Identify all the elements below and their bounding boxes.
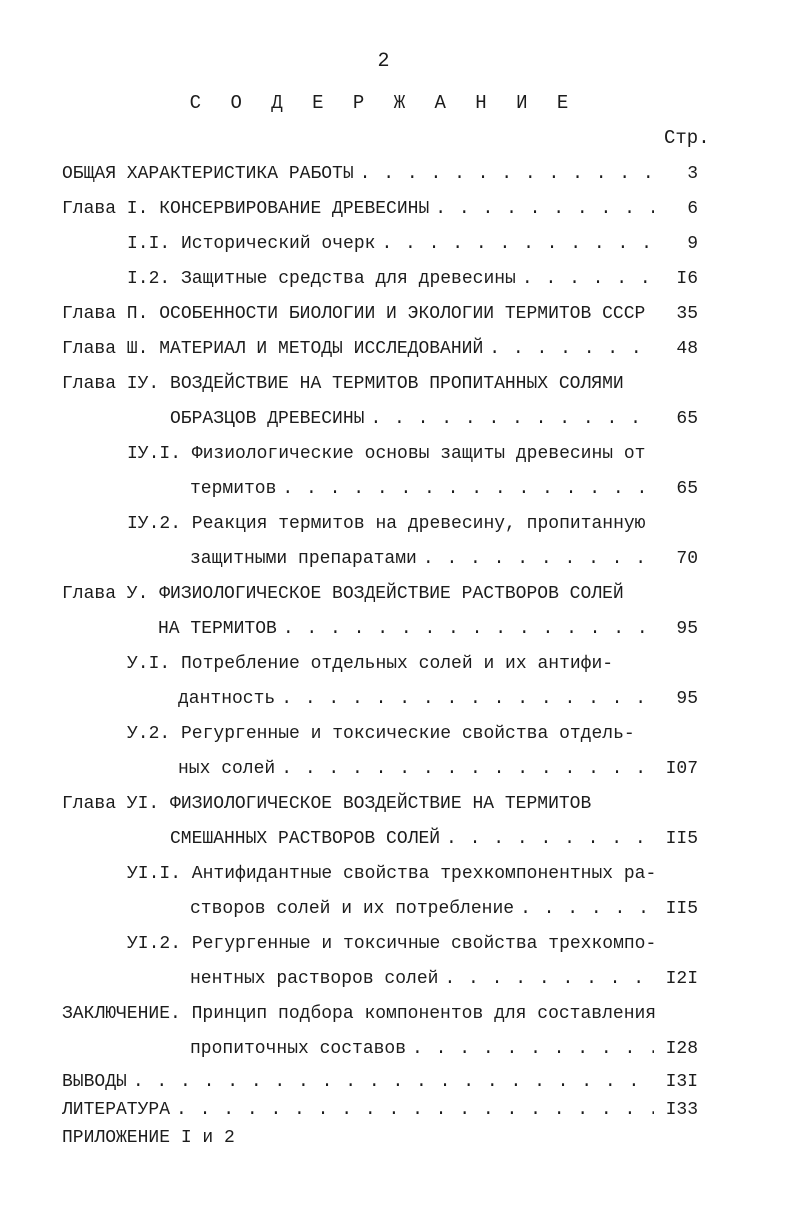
toc-entry-line: У.2. Регургенные и токсические свойства отдель- xyxy=(127,724,635,744)
toc-entry xyxy=(178,688,698,710)
toc-entry xyxy=(158,618,698,640)
toc-entry xyxy=(62,1099,698,1121)
toc-entry-page: 65 xyxy=(676,479,698,499)
toc-entry-page: 9 xyxy=(687,234,698,254)
toc-entry-line: УI.I. Антифидантные свойства трехкомпонентных ра- xyxy=(127,864,657,884)
dot-leader xyxy=(522,268,654,290)
dot-leader xyxy=(381,233,654,255)
toc-entry xyxy=(190,548,698,570)
toc-entry xyxy=(170,828,698,850)
toc-entry-page: 65 xyxy=(676,409,698,429)
dot-leader xyxy=(282,478,654,500)
toc-entry-page: I3I xyxy=(665,1072,698,1092)
dot-leader xyxy=(176,1099,654,1121)
toc-entry-line: IУ.2. Реакция термитов на древесину, пропитанную xyxy=(127,514,646,534)
toc-entry-page: I33 xyxy=(665,1100,698,1120)
toc-entry-page: 48 xyxy=(676,339,698,359)
toc-entry-line: IУ.I. Физиологические основы защиты древесины от xyxy=(127,444,646,464)
toc-entry-label: дантность xyxy=(178,689,276,709)
toc-entry-page: I28 xyxy=(665,1039,698,1059)
toc-entry xyxy=(190,898,698,920)
toc-entry-label: Глава I. КОНСЕРВИРОВАНИЕ ДРЕВЕСИНЫ xyxy=(62,199,430,219)
dot-leader xyxy=(370,408,654,430)
dot-leader xyxy=(520,898,654,920)
toc-entry-page: I2I xyxy=(665,969,698,989)
toc-entry-line: Глава У. ФИЗИОЛОГИЧЕСКОЕ ВОЗДЕЙСТВИЕ РАСТВОРОВ СОЛЕЙ xyxy=(62,584,624,604)
toc-entry xyxy=(62,163,698,185)
toc-entry-label: I.2. Защитные средства для древесины xyxy=(127,269,516,289)
toc-entry-label: термитов xyxy=(190,479,277,499)
toc-entry xyxy=(127,268,698,290)
toc-entry-line: Глава УI. ФИЗИОЛОГИЧЕСКОЕ ВОЗДЕЙСТВИЕ НА ТЕРМИТОВ xyxy=(62,794,592,814)
dot-leader xyxy=(446,828,654,850)
toc-entry-line: ЗАКЛЮЧЕНИЕ. Принцип подбора компонентов для составления xyxy=(62,1004,657,1024)
dot-leader xyxy=(435,198,654,220)
toc-entry xyxy=(190,478,698,500)
dot-leader xyxy=(423,548,654,570)
page-number: 2 xyxy=(377,50,390,73)
dot-leader xyxy=(489,338,654,360)
toc-entry xyxy=(190,1038,698,1060)
toc-entry-page: I07 xyxy=(665,759,698,779)
toc-entry-page: I6 xyxy=(676,269,698,289)
dot-leader xyxy=(133,1071,654,1093)
toc-entry-label: Глава П. ОСОБЕННОСТИ БИОЛОГИИ И ЭКОЛОГИИ ТЕРМИТОВ СССР xyxy=(62,304,646,324)
toc-entry-page: 35 xyxy=(676,304,698,324)
toc-entry-label: ОБРАЗЦОВ ДРЕВЕСИНЫ xyxy=(170,409,365,429)
toc-entry-page: II5 xyxy=(665,829,698,849)
dot-leader xyxy=(281,688,654,710)
page-column-label: Стр. xyxy=(664,127,710,149)
dot-leader xyxy=(281,758,654,780)
toc-title: С О Д Е Р Ж А Н И Е xyxy=(189,92,578,114)
toc-entry-label: СМЕШАННЫХ РАСТВОРОВ СОЛЕЙ xyxy=(170,829,441,849)
toc-entry-label: защитными препаратами xyxy=(190,549,417,569)
toc-entry xyxy=(62,303,698,325)
dot-leader xyxy=(651,303,654,325)
toc-entry-line: Глава IУ. ВОЗДЕЙСТВИЕ НА ТЕРМИТОВ ПРОПИТАННЫХ СОЛЯМИ xyxy=(62,374,624,394)
toc-entry-page: 6 xyxy=(687,199,698,219)
toc-entry-page: II5 xyxy=(665,899,698,919)
toc-entry-label: створов солей и их потребление xyxy=(190,899,515,919)
toc-entry-page: 70 xyxy=(676,549,698,569)
toc-entry-label: I.I. Исторический очерк xyxy=(127,234,376,254)
dot-leader xyxy=(444,968,654,990)
toc-entry-label: ных солей xyxy=(178,759,276,779)
toc-entry-label: пропиточных составов xyxy=(190,1039,407,1059)
toc-entry-page: 95 xyxy=(676,619,698,639)
toc-entry xyxy=(178,758,698,780)
toc-entry xyxy=(62,198,698,220)
toc-entry-label: Глава Ш. МАТЕРИАЛ И МЕТОДЫ ИССЛЕДОВАНИЙ xyxy=(62,339,484,359)
toc-entry xyxy=(190,968,698,990)
toc-entry-label: ВЫВОДЫ xyxy=(62,1072,127,1092)
dot-leader xyxy=(283,618,654,640)
toc-entry-page: 3 xyxy=(687,164,698,184)
toc-entry xyxy=(170,408,698,430)
toc-entry-label: НА ТЕРМИТОВ xyxy=(158,619,277,639)
toc-entry-line: УI.2. Регургенные и токсичные свойства трехкомпо- xyxy=(127,934,657,954)
toc-entry-line: ПРИЛОЖЕНИЕ I и 2 xyxy=(62,1128,235,1148)
toc-entry xyxy=(62,1071,698,1093)
toc-entry-label: ЛИТЕРАТУРА xyxy=(62,1100,171,1120)
toc-entry-label: ОБЩАЯ ХАРАКТЕРИСТИКА РАБОТЫ xyxy=(62,164,354,184)
toc-entry-page: 95 xyxy=(676,689,698,709)
toc-entry xyxy=(62,338,698,360)
toc-entry-line: У.I. Потребление отдельных солей и их антифи- xyxy=(127,654,614,674)
toc-entry xyxy=(127,233,698,255)
dot-leader xyxy=(412,1038,654,1060)
toc-entry-label: нентных растворов солей xyxy=(190,969,439,989)
dot-leader xyxy=(360,163,654,185)
